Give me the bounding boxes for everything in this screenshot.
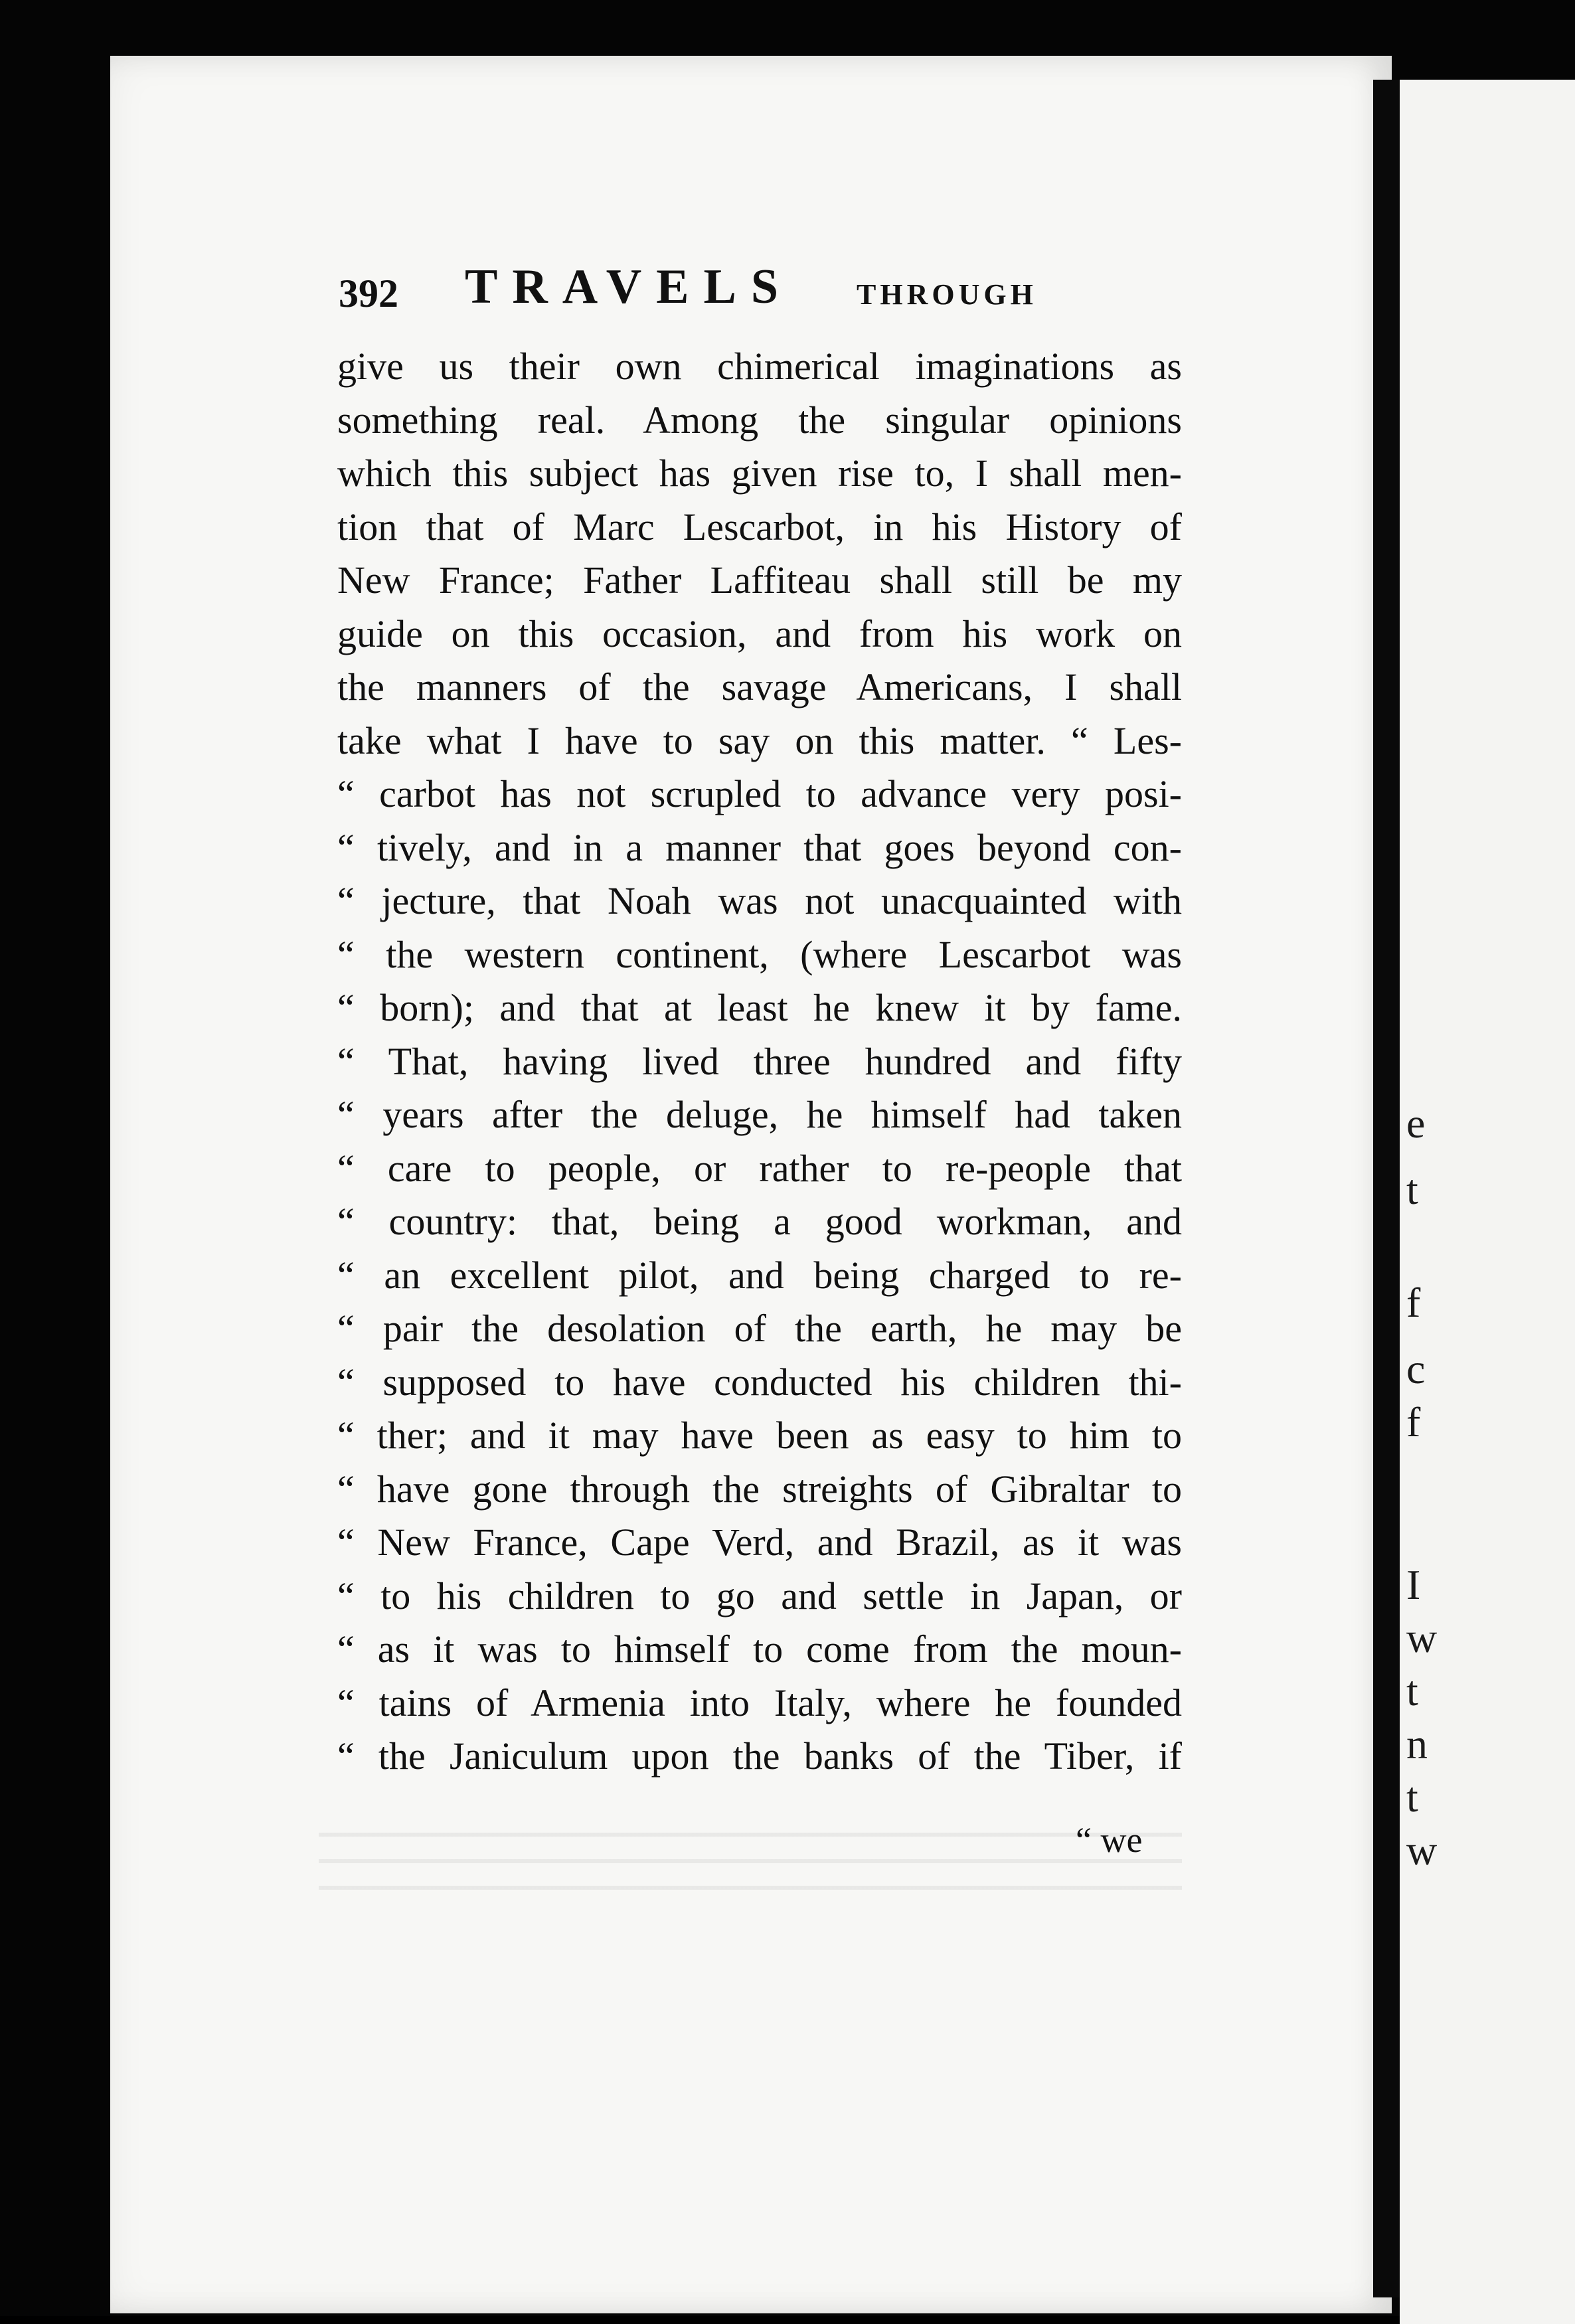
adjacent-page-fragment: t <box>1406 1166 1418 1213</box>
adjacent-page-edge <box>1400 80 1575 2324</box>
text-line: “ New France, Cape Verd, and Brazil, as it was <box>337 1521 1182 1564</box>
text-line: “ care to people, or rather to re-people that <box>337 1146 1182 1190</box>
text-line: “ supposed to have conducted his children thi- <box>337 1360 1182 1404</box>
adjacent-page-fragment: t <box>1406 1774 1418 1821</box>
running-title-continuation: THROUGH <box>857 278 1037 311</box>
text-line: “ to his children to go and settle in Japan, or <box>337 1574 1182 1618</box>
text-line: “ jecture, that Noah was not unacquainted with <box>337 879 1182 922</box>
page-body-text <box>337 340 1182 1784</box>
text-line: “ ther; and it may have been as easy to him to <box>337 1414 1182 1457</box>
running-title: TRAVELS <box>465 260 793 314</box>
page-number: 392 <box>339 272 398 315</box>
text-line: take what I have to say on this matter. “ Les- <box>337 718 1182 762</box>
text-line: “ an excellent pilot, and being charged to re- <box>337 1253 1182 1297</box>
book-gutter <box>1373 80 1400 2297</box>
running-header <box>339 259 1215 325</box>
show-through-text <box>319 1833 1182 1912</box>
text-line: “ as it was to himself to come from the moun- <box>337 1627 1182 1671</box>
text-line: “ have gone through the streights of Gibraltar to <box>337 1467 1182 1511</box>
text-line: “ country: that, being a good workman, and <box>337 1200 1182 1243</box>
text-line: “ carbot has not scrupled to advance very posi- <box>337 772 1182 815</box>
text-line: “ pair the desolation of the earth, he may be <box>337 1307 1182 1350</box>
text-line: “ born); and that at least he knew it by fame. <box>337 986 1182 1029</box>
text-line: New France; Father Laffiteau shall still be my <box>337 558 1182 602</box>
text-line: “ tains of Armenia into Italy, where he founded <box>337 1681 1182 1724</box>
text-line: which this subject has given rise to, I shall men- <box>337 452 1182 495</box>
text-line: “ years after the deluge, he himself had taken <box>337 1093 1182 1136</box>
text-line: the manners of the savage Americans, I shall <box>337 665 1182 708</box>
text-line: “ the western continent, (where Lescarbot was <box>337 932 1182 976</box>
adjacent-page-fragment: e <box>1406 1100 1426 1147</box>
adjacent-page-fragment: n <box>1406 1720 1428 1768</box>
text-line: “ tively, and in a manner that goes beyond con- <box>337 825 1182 869</box>
text-line: tion that of Marc Lescarbot, in his History of <box>337 505 1182 548</box>
adjacent-page-fragment: I <box>1406 1561 1421 1608</box>
text-line: guide on this occasion, and from his work on <box>337 612 1182 655</box>
text-line: “ That, having lived three hundred and fifty <box>337 1039 1182 1083</box>
adjacent-page-fragment: t <box>1406 1667 1418 1714</box>
adjacent-page-fragment: f <box>1406 1279 1421 1326</box>
text-line: “ the Janiculum upon the banks of the Tiber, if <box>337 1734 1182 1778</box>
adjacent-page-fragment: c <box>1406 1345 1426 1392</box>
adjacent-page-fragment: w <box>1406 1614 1438 1661</box>
catchword: “ we <box>1076 1820 1143 1860</box>
text-line: give us their own chimerical imaginations as <box>337 345 1182 388</box>
adjacent-page-fragment: w <box>1406 1827 1438 1874</box>
adjacent-page-fragment: f <box>1406 1398 1421 1446</box>
text-line: something real. Among the singular opinions <box>337 398 1182 442</box>
